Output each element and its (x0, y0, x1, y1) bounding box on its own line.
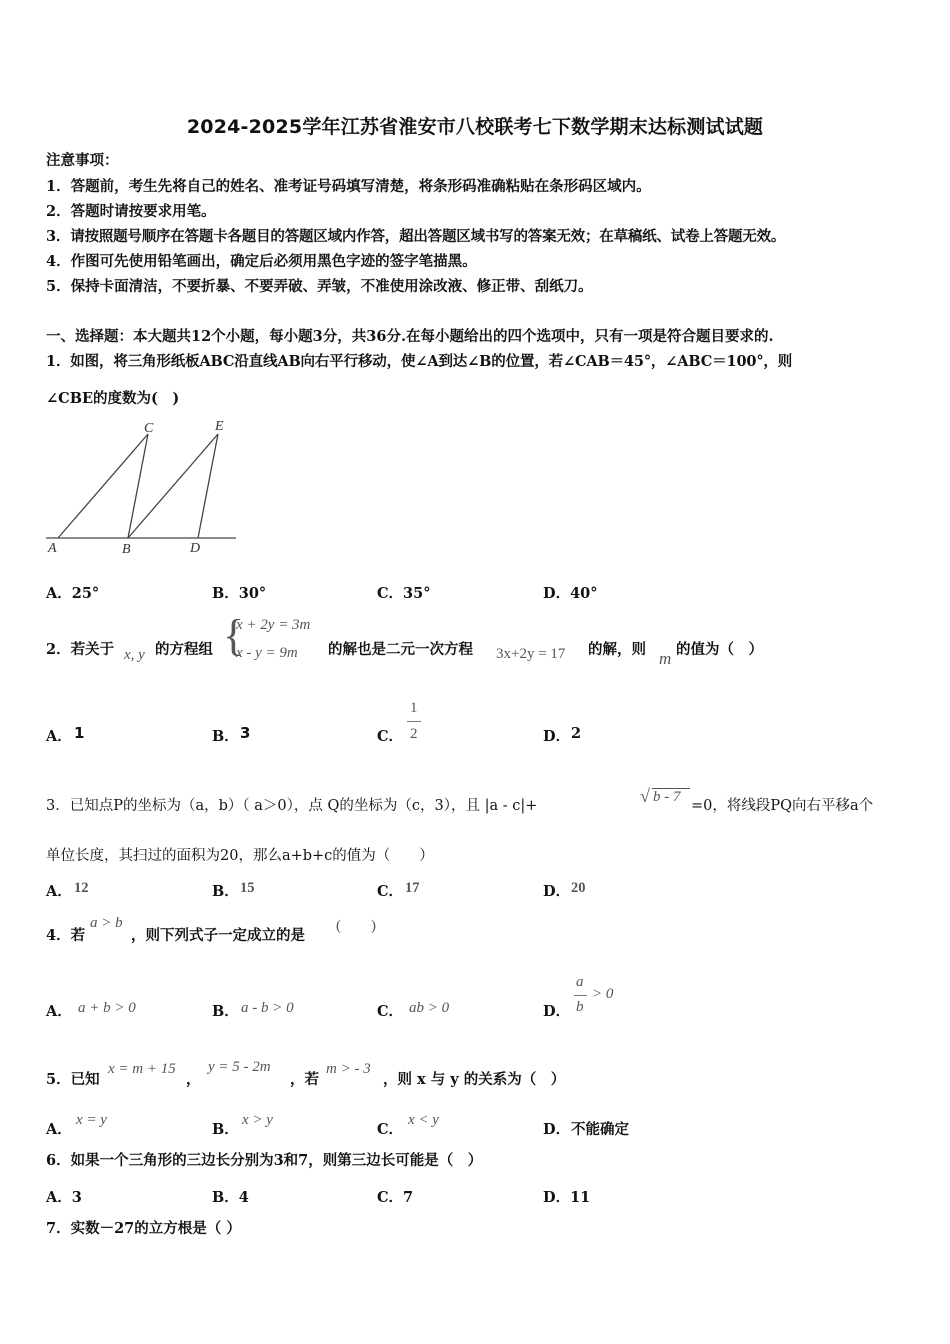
notice-item-3: 3．请按照题号顺序在答题卡各题目的答题区域内作答，超出答题区域书写的答案无效；在草稿纸、试卷上答题无效。 (46, 228, 786, 245)
q5-option-c-value: x < y (408, 1112, 439, 1128)
q5-prefix: 5．已知 (46, 1071, 100, 1088)
q4-option-c-value: ab > 0 (409, 1000, 450, 1016)
label-C: C (144, 421, 154, 436)
q2-option-c-fraction-bar (407, 721, 421, 722)
q4-option-d-numerator: a (576, 974, 584, 990)
q4-prefix: 4．若 (46, 927, 86, 944)
q3-option-d-label: D． (543, 883, 571, 900)
q7-text: 7．实数－27的立方根是（ ） (46, 1220, 241, 1237)
q6-option-c: C．7 (377, 1189, 414, 1206)
q2-vars: x, y (124, 647, 145, 663)
q3-suffix: =0，将线段PQ向右平移a个 (691, 798, 874, 814)
q5-option-b-label: B． (212, 1121, 239, 1138)
q4-option-c-label: C． (377, 1003, 404, 1020)
q6-option-b: B．4 (212, 1189, 249, 1206)
q2-eq2: x - y = 9m (236, 645, 298, 661)
q1-option-a: A．25° (46, 585, 100, 602)
q1-text-line2: ∠CBE的度数为( ) (46, 390, 180, 407)
q2-eq3: 3x+2y = 17 (496, 646, 566, 662)
label-A: A (48, 541, 57, 556)
q4-paren: ( ) (336, 918, 376, 934)
q5-expr1: x = m + 15 (108, 1061, 176, 1077)
q6-text: 6．如果一个三角形的三边长分别为3和7，则第三边长可能是（ ） (46, 1152, 483, 1169)
q2-brace: { (223, 611, 245, 660)
q2-option-d-label: D． (543, 728, 571, 745)
q2-eq1: x + 2y = 3m (236, 617, 311, 633)
q2-suffix: 的值为（ ） (676, 641, 763, 658)
notice-item-5: 5．保持卡面清洁，不要折暴、不要弄破、弄皱，不准使用涂改液、修正带、刮纸刀。 (46, 278, 593, 295)
q3-option-a-label: A． (46, 883, 72, 900)
q5-comma: ， (186, 1071, 201, 1088)
q5-option-b-value: x > y (242, 1112, 273, 1128)
q3-sqrt-radicand: b - 7 (653, 789, 681, 805)
q2-option-d-value: 2 (571, 725, 582, 742)
q2-option-b-value: 3 (240, 724, 251, 742)
q1-text-line1: 1．如图，将三角形纸板ABC沿直线AB向右平行移动，使∠A到达∠B的位置，若∠CAB＝45°，∠ABC＝100°，则 (46, 353, 793, 370)
q3-sqrt-sign: √ (640, 786, 650, 806)
q5-option-a-value: x = y (76, 1112, 107, 1128)
q1-option-d: D．40° (543, 585, 598, 602)
q4-option-d-denominator: b (576, 999, 584, 1015)
q3-option-c-value: 17 (405, 880, 420, 896)
q5-option-d-value: 不能确定 (571, 1121, 629, 1138)
q2-mid1: 的方程组 (155, 641, 213, 658)
q3-option-a-value: 12 (74, 880, 89, 896)
q5-expr2: y = 5 - 2m (208, 1059, 271, 1075)
q1-option-b: B．30° (212, 585, 267, 602)
q2-mid3: 的解，则 (588, 641, 646, 658)
q4-option-b-value: a - b > 0 (241, 1000, 294, 1016)
q2-mid2: 的解也是二元一次方程 (328, 641, 473, 658)
q5-option-d-label: D． (543, 1121, 571, 1138)
q5-option-a-label: A． (46, 1121, 72, 1138)
q6-option-a: A．3 (46, 1189, 82, 1206)
q5-option-c-label: C． (377, 1121, 404, 1138)
q2-option-b-label: B． (212, 728, 239, 745)
q2-option-c-numerator: 1 (410, 700, 418, 716)
q3-line2: 单位长度，其扫过的面积为20，那么a+b+c的值为（ ） (46, 848, 434, 864)
q4-option-d-fraction-bar (574, 995, 587, 996)
q2-option-a-value: 1 (74, 724, 85, 742)
q4-option-d-tail: > 0 (592, 986, 614, 1002)
label-D: D (190, 541, 201, 556)
label-B: B (122, 542, 131, 557)
q4-option-b-label: B． (212, 1003, 239, 1020)
q3-prefix: 3．已知点P的坐标为（a，b）（ a＞0），点 Q的坐标为（c，3），且 |a - c|+ (46, 798, 538, 814)
q3-option-c-label: C． (377, 883, 404, 900)
notice-item-4: 4．作图可先使用铅笔画出，确定后必须用黑色字迹的签字笔描黑。 (46, 253, 477, 270)
q4-option-d-label: D． (543, 1003, 571, 1020)
q3-option-b-label: B． (212, 883, 239, 900)
q3-option-d-value: 20 (571, 880, 586, 896)
label-E: E (215, 419, 224, 434)
q2-prefix: 2．若关于 (46, 641, 115, 658)
q2-var-m: m (659, 649, 672, 668)
notice-item-1: 1．答题前，考生先将自己的姓名、准考证号码填写清楚，将条形码准确粘贴在条形码区域内。 (46, 178, 651, 195)
q5-expr3: m > - 3 (326, 1061, 371, 1077)
q6-option-d: D．11 (543, 1189, 591, 1206)
q2-option-c-denominator: 2 (410, 726, 418, 742)
q2-option-c-label: C． (377, 728, 404, 745)
q4-suffix: ，则下列式子一定成立的是 (131, 927, 305, 944)
q5-suffix: ，则 x 与 y 的关系为（ ） (383, 1071, 566, 1088)
notice-heading: 注意事项： (46, 152, 119, 169)
q1-triangle-figure (40, 412, 250, 562)
notice-item-2: 2．答题时请按要求用笔。 (46, 203, 216, 220)
q1-option-c: C．35° (377, 585, 431, 602)
q3-option-b-value: 15 (240, 880, 255, 896)
q4-condition: a > b (90, 915, 123, 931)
page-title: 2024-2025学年江苏省淮安市八校联考七下数学期末达标测试试题 (186, 116, 764, 138)
q4-option-a-value: a + b > 0 (78, 1000, 136, 1016)
q5-mid: ，若 (290, 1071, 319, 1088)
section-heading: 一、选择题：本大题共12个小题，每小题3分，共36分.在每小题给出的四个选项中，只有一项是符合题目要求的. (46, 328, 774, 345)
q2-option-a-label: A． (46, 728, 72, 745)
q4-option-a-label: A． (46, 1003, 72, 1020)
